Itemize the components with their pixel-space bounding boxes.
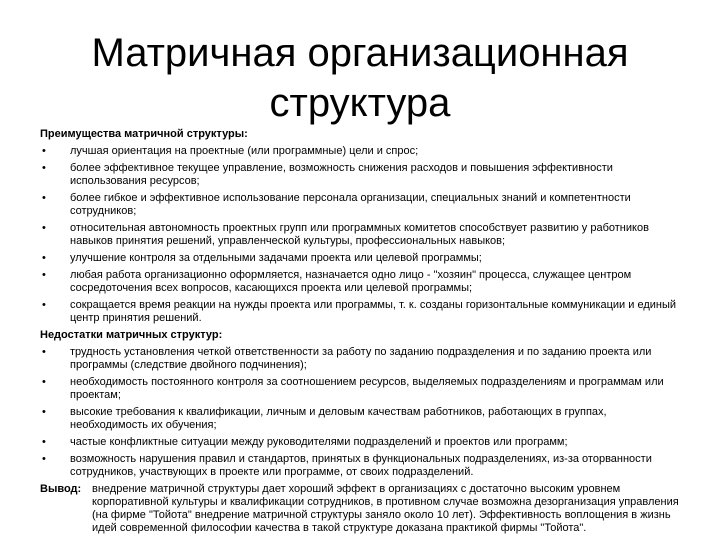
bullet-icon: • <box>42 192 46 204</box>
list-item-text: необходимость постоянного контроля за соотношением ресурсов, выделяемых подразделениям и программам или проектам; <box>70 376 664 401</box>
list-item-text: возможность нарушения правил и стандартов, принятых в функциональных подразделениях, из-за оторванности сотрудников, участвующих в проекте или программе, от своих подразделений. <box>70 453 652 478</box>
page-title: Матричная организационная структура <box>91 31 629 125</box>
list-item-text: трудность установления четкой ответственности за работу по заданию подразделения и по заданию проекта или программы (следствие двойного подчинения); <box>70 346 652 371</box>
list-item-text: более эффективное текущее управление, возможность снижения расходов и повышения эффективности использования ресурсов; <box>70 162 613 187</box>
bullet-icon: • <box>42 222 46 234</box>
list-item <box>40 162 682 188</box>
list-item <box>40 436 682 449</box>
list-item-text: относительная автономность проектных групп или программных комитетов способствует развитию у работников навыков принятия решений, управленческой культуры, профессиональных навыков; <box>70 222 649 247</box>
bullet-icon: • <box>42 252 46 264</box>
bullet-icon: • <box>42 299 46 311</box>
disadvantages-list <box>40 346 682 479</box>
advantages-heading: Преимущества матричной структуры: <box>40 128 248 140</box>
list-item-text: лучшая ориентация на проектные (или программные) цели и спрос; <box>70 145 419 157</box>
advantages-list <box>40 145 682 325</box>
list-item-text: сокращается время реакции на нужды проекта или программы, т. к. созданы горизонтальные коммуникации и единый центр принятия решений. <box>70 299 677 324</box>
list-item-text: любая работа организационно оформляется, назначается одно лицо - "хозяин" процесса, служащее центром сосредоточения всех вопросов, касающихся проекта или целевой программы; <box>70 269 632 294</box>
list-item-text: частые конфликтные ситуации между руководителями подразделений и проектов или программ; <box>70 436 568 448</box>
list-item-text: улучшение контроля за отдельными задачами проекта или целевой программы; <box>70 252 482 264</box>
bullet-icon: • <box>42 269 46 281</box>
bullet-icon: • <box>42 145 46 157</box>
slide-body <box>40 128 682 535</box>
bullet-icon: • <box>42 346 46 358</box>
list-item <box>40 406 682 432</box>
bullet-icon: • <box>42 162 46 174</box>
list-item-text: высокие требования к квалификации, личным и деловым качествам работников, работающих в группах, необходимость их обучения; <box>70 406 607 431</box>
list-item <box>40 252 682 265</box>
conclusion-text: внедрение матричной структуры дает хороший эффект в организациях с достаточно высоким уровнем корпоративной культуры и квалификации сотрудников, в противном случае возможна дезорганизация управления (на фирме "Тойота" внедрение матричной структуры заняло около 10 лет). Эффективность воплощения в жизнь идей современной философии качества в такой структуре доказана практикой фирмы "Тойота". <box>92 483 679 534</box>
bullet-icon: • <box>42 406 46 418</box>
list-item <box>40 453 682 479</box>
list-item <box>40 269 682 295</box>
bullet-icon: • <box>42 376 46 388</box>
list-item <box>40 222 682 248</box>
list-item <box>40 346 682 372</box>
list-item <box>40 145 682 158</box>
disadvantages-heading: Недостатки матричных структур: <box>40 329 223 341</box>
bullet-icon: • <box>42 453 46 465</box>
list-item <box>40 192 682 218</box>
bullet-icon: • <box>42 436 46 448</box>
list-item-text: более гибкое и эффективное использование персонала организации, специальных знаний и компетентности сотрудников; <box>70 192 631 217</box>
conclusion-label: Вывод: <box>40 483 82 495</box>
list-item <box>40 299 682 325</box>
list-item <box>40 376 682 402</box>
conclusion-paragraph <box>40 483 682 535</box>
